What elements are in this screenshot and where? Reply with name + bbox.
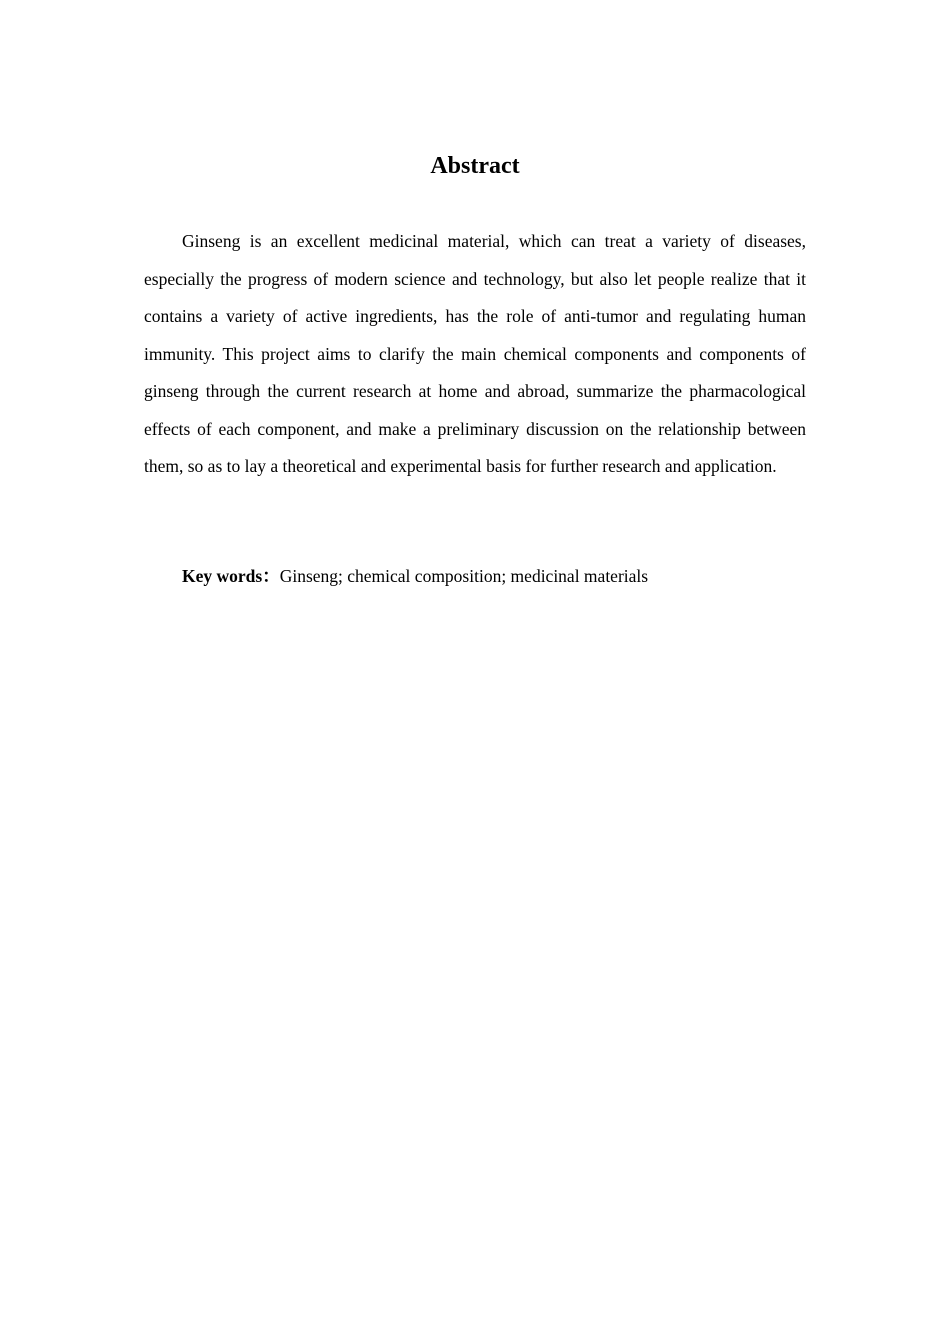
keywords-line <box>182 558 806 594</box>
page-title: Abstract <box>430 153 520 179</box>
abstract-paragraph: Ginseng is an excellent medicinal material, which can treat a variety of diseases, especially the progress of modern science and technology, but also let people realize that it contains a variety of active ingredients, has the role of anti-tumor and regulating human immunity. This project aims to clarify the main chemical components and components of ginseng through the current research at home and abroad, summarize the pharmacological effects of each component, and make a preliminary discussion on the relationship between them, so as to lay a theoretical and experimental basis for further research and application. <box>144 231 806 476</box>
keywords-value: Ginseng; chemical composition; medicinal materials <box>279 566 649 586</box>
keywords-label: Key words： <box>182 566 280 586</box>
